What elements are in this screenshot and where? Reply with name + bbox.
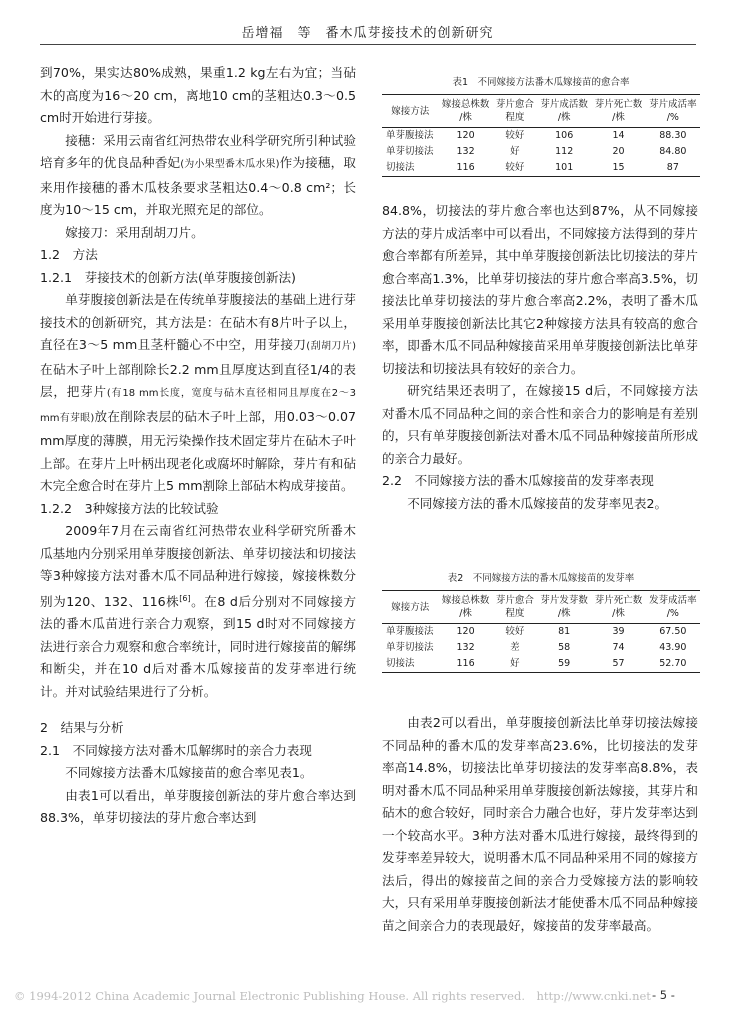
table-header-cell: 芽片死亡数 /株 (594, 99, 643, 123)
table-1 (382, 76, 700, 177)
paragraph-scion: 接穗：采用云南省红河热带农业科学研究所引种试验培育多年的优良品种香妃(为小果型番木瓜水果)作为接穗，取来用作接穗的番木瓜枝条要求茎粗达0.4～0.8 cm²；长度为10～15 cm，并取光照充足的部位。 (40, 132, 357, 217)
table-header-cell: 嫁接总株数 /株 (441, 99, 490, 123)
table-header-cell: 芽片发芽数 /株 (540, 595, 588, 619)
paragraph-knife: 嫁接刀：采用刮胡刀片。 (65, 224, 204, 240)
header-rule (40, 44, 696, 45)
paragraph-trial: 2009年7月在云南省红河热带农业科学研究所番木瓜基地内分别采用单芽腹接创新法、单芽切接法和切接法等3种嫁接方法对番木瓜不同品种进行嫁接，嫁接株数分别为120、132、116株[6]。在8 d后分别对不同嫁接方法的番木瓜苗进行亲合力观察，到15 d时对不同嫁接方法进行亲合力观察和愈合率统计，同时进行嫁接苗的解绑和断尖，并在10 d后对番木瓜嫁接苗的发芽率进行统计。并对试验结果进行了分析。 (40, 523, 356, 699)
table-header-cell: 芽片成活率 /% (649, 99, 697, 123)
table-header-cell: 发芽成活率 /% (649, 595, 697, 619)
heading-2-2: 2.2 不同嫁接方法的番木瓜嫁接苗的发芽率表现 (382, 473, 654, 488)
table-header-cell: 芽片愈合 程度 (495, 99, 534, 123)
paragraph-2-1-intro: 不同嫁接方法番木瓜嫁接苗的愈合率见表1。 (65, 765, 313, 781)
citation-ref: [6] (179, 593, 191, 603)
paragraph-continued: 到70%，果实达80%成熟，果重1.2 kg左右为宜；当砧木的高度为16～20 cm，离地10 cm的茎粗达0.3～0.5 cm时开始进行芽接。 (40, 65, 356, 125)
paragraph-2-1-start: 由表1可以看出，单芽腹接创新法的芽片愈合率达到88.3%，单芽切接法的芽片愈合率达到 (40, 787, 356, 826)
table-header-cell: 嫁接方法 (391, 601, 430, 613)
table-header-cell: 嫁接总株数 /株 (441, 595, 490, 619)
table-header-cell: 嫁接方法 (391, 105, 430, 117)
paragraph-2-1-result: 研究结果还表明了，在嫁接15 d后，不同嫁接方法对番木瓜不同品种之间的亲合性和亲合力的影响是有差别的，只有单芽腹接创新法对番木瓜不同品种嫁接苗所形成的亲合力最好。 (382, 383, 698, 466)
table-2-grid (382, 590, 700, 673)
table-row: 单芽切接法 132 差 58 74 43.90 (386, 642, 687, 653)
table-row: 单芽腹接法 120 较好 106 14 88.30 (386, 130, 687, 141)
running-header: 岳增福 等 番木瓜芽接技术的创新研究 (241, 26, 494, 41)
table-header-cell: 芽片成活数 /株 (540, 99, 588, 123)
table-row: 单芽腹接法 120 较好 81 39 67.50 (386, 626, 687, 637)
table-2 (382, 572, 700, 673)
paragraph-2-2-discussion: 由表2可以看出，单芽腹接创新法比单芽切接法嫁接不同品种的番木瓜的发芽率高23.6%，比切接法的发芽率高14.8%，切接法比单芽切接法的发芽率高8.8%，表明对番木瓜不同品种采用单芽腹接创新法嫁接，其芽片和砧木的愈合较好，同时亲合力融合也好，芽片发芽率达到一个较高水平。3种方法对番木瓜进行嫁接，最终得到的发芽率差异较大，说明番木瓜不同品种采用不同的嫁接方法后，得出的嫁接苗之间的亲合力受嫁接方法的影响较大，只有采用单芽腹接创新法才能使番木瓜不同品种嫁接苗之间亲合力的表现最好，嫁接苗的发芽率最高。 (382, 715, 698, 933)
table-row: 切接法 116 好 59 57 52.70 (382, 656, 700, 673)
paragraph-2-1-continued: 84.8%，切接法的芽片愈合率也达到87%，从不同嫁接方法的芽片成活率中可以看出，不同嫁接方法得到的芽片愈合率都有所差异，其中单芽腹接创新法比切接法的芽片愈合率高1.3%，比单芽切接法的芽片愈合率高3.5%，切接法比单芽切接法的芽片愈合率高2.2%，表明了番木瓜采用单芽腹接创新法比其它2种嫁接方法具有较高的愈合率，即番木瓜不同品种嫁接苗采用单芽腹接创新法比单芽切接法和切接法具有较好的亲合力。 (382, 203, 698, 376)
paragraph-2-2-intro: 不同嫁接方法的番木瓜嫁接苗的发芽率见表2。 (407, 495, 668, 511)
table-1-grid (382, 94, 700, 177)
heading-1-2-2: 1.2.2 3种嫁接方法的比较试验 (40, 500, 219, 516)
right-column-lower (382, 712, 698, 937)
right-column (382, 200, 698, 515)
paragraph-method: 单芽腹接创新法是在传统单芽腹接法的基础上进行芽接技术的创新研究，其方法是：在砧木有8片叶子以上，直径在3～5 mm且茎杆髓心不中空，用芽接刀(刮胡刀片)在砧木子叶上部削除长2.2 mm且厚度达到直径1/4的表层，把芽片(有18 mm长度，宽度与砧木直径相同且厚度在2～3 mm有芽眼)放在削除表层的砧木子叶上部，用0.03～0.07 mm厚度的薄膜，用无污染操作技术固定芽片在砧木子叶上部。在芽片上叶柄出现老化或腐坏时解除，芽片有和砧木完全愈合时在芽片上5 mm割除上部砧木构成芽接苗。 (40, 292, 357, 493)
table-header-cell: 芽片愈合 程度 (495, 595, 534, 619)
table-row: 切接法 116 较好 101 15 87 (382, 160, 700, 177)
heading-1-2: 1.2 方法 (40, 247, 98, 262)
copyright-notice: © 1994-2012 China Academic Journal Electronic Publishing House. All rights reserved. http://www.cnki.net (14, 989, 651, 1003)
left-column (40, 62, 356, 830)
table-1-caption: 表1 不同嫁接方法番木瓜嫁接苗的愈合率 (452, 77, 630, 88)
table-header-cell: 芽片死亡数 /株 (594, 595, 643, 619)
heading-2-1: 2.1 不同嫁接方法对番木瓜解绑时的亲合力表现 (40, 742, 312, 758)
heading-1-2-1: 1.2.1 芽接技术的创新方法(单芽腹接创新法) (40, 269, 296, 285)
table-2-caption: 表2 不同嫁接方法的番木瓜嫁接苗的发芽率 (447, 573, 635, 584)
page-number: - 5 - (652, 988, 675, 1002)
table-row: 单芽切接法 132 好 112 20 84.80 (386, 146, 687, 157)
heading-2: 2 结果与分析 (40, 720, 124, 736)
